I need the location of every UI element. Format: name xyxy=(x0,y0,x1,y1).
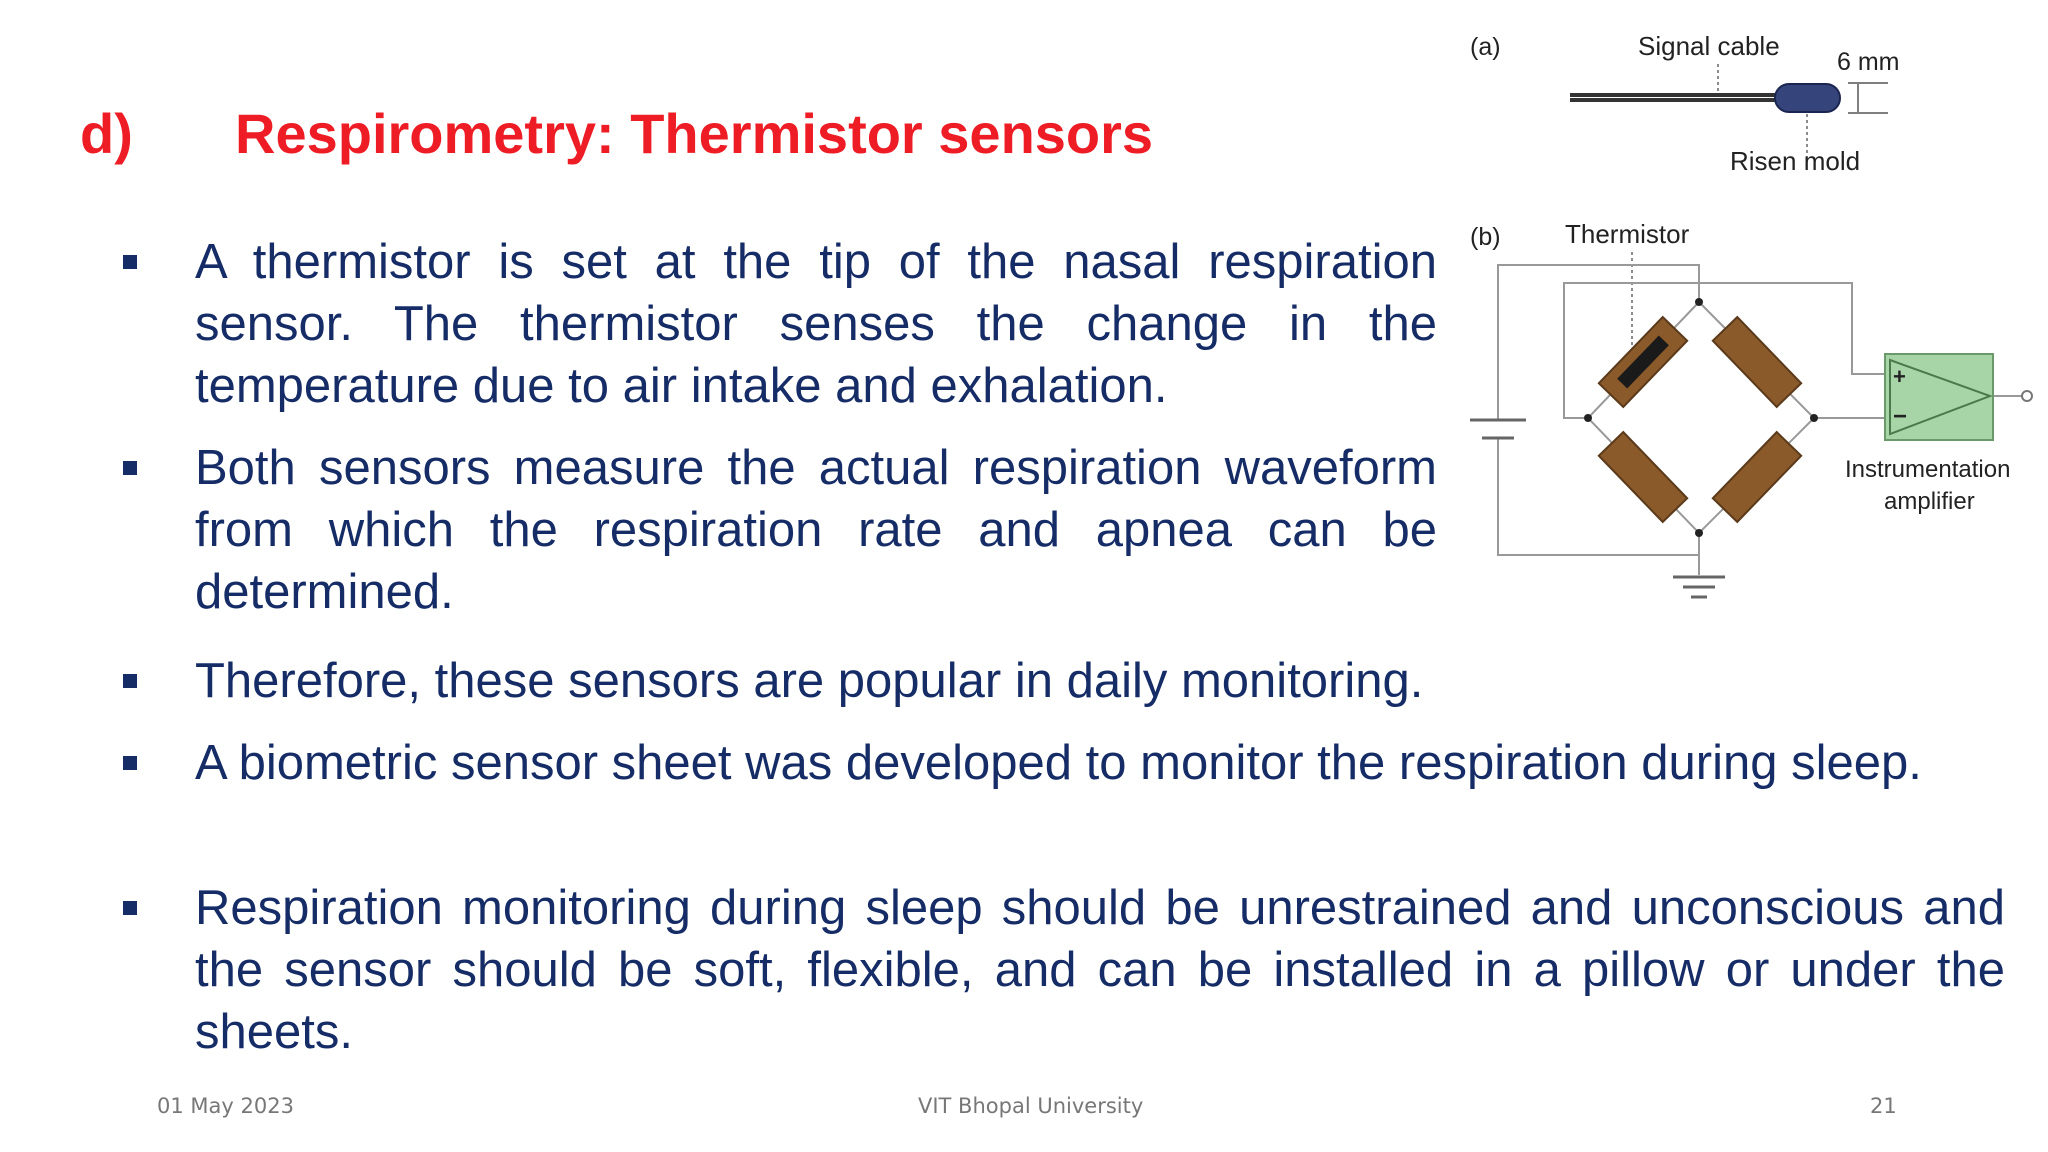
amplifier-minus-sign: − xyxy=(1893,403,1908,430)
output-terminal xyxy=(2022,391,2032,401)
node-left xyxy=(1584,414,1592,422)
footer-organization: VIT Bhopal University xyxy=(918,1094,1144,1118)
risen-mold-label: Risen mold xyxy=(1730,146,1861,176)
page-number: 21 xyxy=(1870,1094,1897,1118)
probe-tip xyxy=(1775,84,1840,112)
node-top xyxy=(1695,298,1703,306)
dimension-label: 6 mm xyxy=(1837,48,1900,76)
thermistor-label: Thermistor xyxy=(1565,219,1690,249)
bullet-item: A biometric sensor sheet was developed to monitor the respiration during sleep. xyxy=(195,732,2005,794)
resistor-bottom-left xyxy=(1599,432,1687,522)
amplifier-label-line1: Instrumentation xyxy=(1845,456,2011,483)
slide-title: Respirometry: Thermistor sensors xyxy=(235,102,1154,165)
amplifier-plus-sign: + xyxy=(1893,364,1906,389)
signal-cable-label: Signal cable xyxy=(1638,31,1780,61)
bridge-wires xyxy=(1588,302,1814,533)
bullet-item: Respiration monitoring during sleep should be unrestrained and unconscious and the sensor should be soft, flexible, and can be installed in a pillow or under the sheets. xyxy=(195,877,2005,1063)
node-bottom xyxy=(1695,529,1703,537)
bridge-circuit xyxy=(1470,219,2032,597)
title-section-letter: d) xyxy=(80,102,133,165)
bullet-item: A thermistor is set at the tip of the nasal respiration sensor. The thermistor senses the change in the temperature due to air intake and exhalation. xyxy=(195,231,1437,417)
bullet-item: Therefore, these sensors are popular in daily monitoring. xyxy=(195,650,1595,712)
panel-b-label: (b) xyxy=(1470,223,1501,251)
thermistor-diagram xyxy=(1460,20,2040,610)
bullet-item: Both sensors measure the actual respiration waveform from which the respiration rate and apnea can be determined. xyxy=(195,437,1437,623)
footer-date: 01 May 2023 xyxy=(157,1094,294,1118)
resistor-bottom-right xyxy=(1713,432,1801,522)
panel-a-label: (a) xyxy=(1470,33,1501,61)
amplifier-label-line2: amplifier xyxy=(1884,488,1975,515)
resistor-top-right xyxy=(1713,317,1801,407)
probe-diagram xyxy=(1470,31,1900,176)
node-right xyxy=(1810,414,1818,422)
thermistor-figure xyxy=(1460,20,2040,610)
